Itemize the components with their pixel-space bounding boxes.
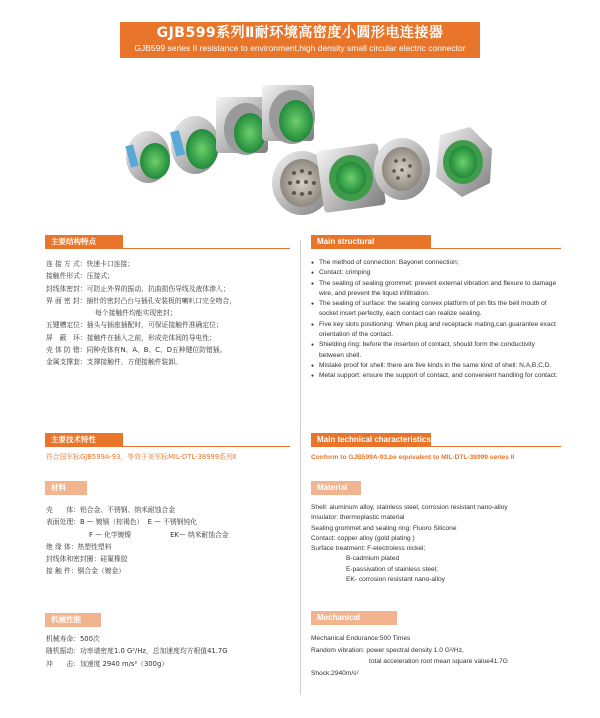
list-item: E-passivation of stainless steel; xyxy=(346,565,438,573)
heading-material-cn: 材料 xyxy=(45,481,87,495)
material-list-cn xyxy=(46,504,229,578)
heading-rule xyxy=(45,248,290,249)
list-item: 接触件形式：压接式； xyxy=(46,272,114,281)
receptacle-connector-1 xyxy=(216,97,268,155)
list-item: ● Five key slots positioning: When plug and receptacle mating,can guarantee exact orientation of the contact. xyxy=(311,320,561,341)
list-item: ● Mistake proof for shell: there are five kinds in the same kind of shell: N,A,B,C,D. xyxy=(311,361,561,371)
conform-text-cn: 符合国军标GJB599A-93，等效于美军标MIL-DTL-38999系列Ⅱ xyxy=(46,453,237,461)
list-item: ● The sealing of sealing grommet: prevent external vibration and flexure to damage wire, and prevent the liquid infiltration. xyxy=(311,279,561,300)
receptacle-connector-2 xyxy=(262,85,315,144)
heading-rule xyxy=(311,248,561,249)
list-item: 封线体密封：可防止外界的振动、抗曲损伤导线及液体渗入； xyxy=(46,284,230,293)
plug-connector-1 xyxy=(125,131,170,183)
jam-nut-receptacle xyxy=(374,138,430,200)
column-divider xyxy=(300,240,301,695)
connector-product-photo xyxy=(0,65,600,240)
list-item: ● Shielding ring: before the insertion of contact, should form the conductivity between shell. xyxy=(311,340,561,361)
list-item: 绝 缘 体：热塑性塑料 xyxy=(46,542,112,551)
heading-mechanical-en: Mechanical properties xyxy=(311,611,397,625)
list-item: 封线体和密封圈：硅氟橡胶 xyxy=(46,555,128,564)
list-item: Shell: aluminum alloy, stainless steel, corrosion resistant nano-alloy xyxy=(311,504,508,511)
list-item: 界 面 密 封：插针的密封凸台与插孔安装板的喇叭口完全吻合， xyxy=(46,296,236,305)
list-item: ● Contact: crimping xyxy=(311,268,561,278)
list-item: 接 触 件：铜合金（镀金） xyxy=(46,567,126,576)
heading-technical-cn: 主要技术特性 xyxy=(45,433,123,447)
list-item: 表面处理：B — 镀镉（棕褐色） E — 不锈钢钝化 xyxy=(46,518,198,527)
list-item: ● The sealing of surface: the sealing convex platform of pin fits the bell mouth of socket insert perfectly, each contact can realize sealing. xyxy=(311,299,561,320)
heading-structural-cn: 主要结构特点 xyxy=(45,235,123,249)
list-item: 屏 蔽 环：接触件在插入之前，形成壳体间的导电性； xyxy=(46,333,216,342)
list-item: 随机振动：功率谱密度1.0 G²/Hz，总加速度均方根值41.7G xyxy=(46,647,228,656)
list-item: Surface treatment: F-electroless nickel; xyxy=(311,545,426,553)
list-item: 机械寿命：500次 xyxy=(46,635,100,643)
list-item: 连 接 方 式：快速卡口连接； xyxy=(46,260,135,268)
heading-mechanical-cn: 机械性能 xyxy=(45,613,101,627)
title-cn: GJB599系列Ⅱ耐环境高密度小圆形电连接器 xyxy=(156,25,444,41)
heading-rule xyxy=(311,446,561,447)
conform-text-en: Conform to GJB599A-93,be equivalent to MIL-DTL-38999 series II xyxy=(311,454,515,461)
list-item: 壳 体 防 错：同种壳体有N、A、B、C、D五种键位防错插。 xyxy=(46,346,227,355)
structural-list-en xyxy=(311,258,561,382)
list-item: ● The method of connection: Bayonet connection; xyxy=(311,258,561,268)
mechanical-list-en xyxy=(311,633,571,679)
mechanical-list-cn xyxy=(46,633,227,670)
hex-receptacle xyxy=(436,127,492,197)
structural-list-cn xyxy=(46,258,236,369)
list-item: 金属支撑套：支撑接触件，方便接触件装卸。 xyxy=(46,358,182,367)
list-item: EK- corrosion resistant nano-alloy xyxy=(346,576,445,584)
plug-connector-2 xyxy=(170,116,219,174)
list-item: Shock:2940m/s² xyxy=(311,669,359,677)
material-list-en xyxy=(311,503,571,585)
list-item: 每个接触件均能实现密封； xyxy=(95,309,177,318)
list-item: ● Metal support: ensure the support of contact, and convenient handling for contact. xyxy=(311,371,561,381)
list-item: Mechanical Endurance:500 Times xyxy=(311,635,411,642)
list-item: 五键槽定位：插头与插座插配时，可保证接触件准确定位； xyxy=(46,321,223,330)
list-item: Contact: copper alloy (gold plating ) xyxy=(311,534,415,542)
title-en: GJB599 series II resistance to environment,high density small circular electric connector xyxy=(134,43,466,53)
list-item: Sealing grommet and sealing ring: Fluoro Silicone xyxy=(311,524,457,532)
title-banner xyxy=(120,22,480,58)
list-item: 冲 击：加速度 2940 m/s²（300g） xyxy=(46,659,169,668)
heading-structural-en: Main structural characteristics xyxy=(311,235,431,249)
list-item: Insulator: thermoplastic material xyxy=(311,514,405,522)
list-item: F — 化学镀镍 EK— 纳米耐蚀合金 xyxy=(89,530,229,539)
list-item: total acceleration root mean square value41.7G xyxy=(369,658,508,665)
list-item: B-cadmium plated xyxy=(346,555,400,563)
list-item: Random vibration: power spectral density 1.0 G²/Hz, xyxy=(311,646,464,654)
heading-rule xyxy=(45,446,290,447)
list-item: 壳 体：铝合金、不锈钢、纳米耐蚀合金 xyxy=(46,506,176,514)
heading-technical-en: Main technical characteristics xyxy=(311,433,431,447)
heading-material-en: Material xyxy=(311,481,361,495)
